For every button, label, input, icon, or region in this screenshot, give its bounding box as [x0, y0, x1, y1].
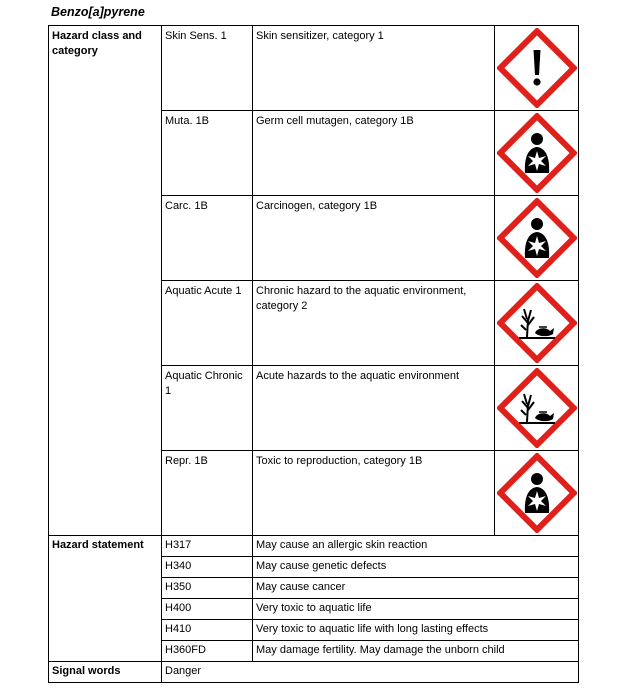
hazard-statement-code: H400 — [162, 599, 253, 620]
hazard-class-code: Aquatic Chronic 1 — [162, 366, 253, 451]
hazard-statement-row — [49, 536, 579, 557]
pictogram-cell — [495, 366, 579, 451]
hazard-class-code: Carc. 1B — [162, 196, 253, 281]
hazard-class-code: Muta. 1B — [162, 111, 253, 196]
document-title: Benzo[a]pyrene — [51, 5, 145, 19]
hazard-statement-text: May cause genetic defects — [253, 557, 579, 578]
hazard-class-description: Toxic to reproduction, category 1B — [253, 451, 495, 536]
pictogram-cell — [495, 281, 579, 366]
hazard-class-description: Chronic hazard to the aquatic environment, category 2 — [253, 281, 495, 366]
hazard-statement-code: H410 — [162, 620, 253, 641]
health-hazard-icon — [497, 198, 577, 278]
hazard-statement-text: Very toxic to aquatic life with long lasting effects — [253, 620, 579, 641]
hazard-statement-text: Very toxic to aquatic life — [253, 599, 579, 620]
hazard-class-code: Aquatic Acute 1 — [162, 281, 253, 366]
signal-words-label: Signal words — [49, 662, 162, 683]
classification-table — [48, 25, 579, 683]
hazard-statement-text: May cause cancer — [253, 578, 579, 599]
hazard-statement-code: H360FD — [162, 641, 253, 662]
pictogram-cell — [495, 26, 579, 111]
pictogram-cell — [495, 451, 579, 536]
exclamation-mark-icon — [497, 28, 577, 108]
hazard-statement-code: H317 — [162, 536, 253, 557]
hazard-class-label: Hazard class and category — [49, 26, 162, 536]
environment-icon — [497, 283, 577, 363]
hazard-class-description: Skin sensitizer, category 1 — [253, 26, 495, 111]
hazard-class-row — [49, 26, 579, 111]
hazard-statement-code: H340 — [162, 557, 253, 578]
hazard-class-description: Germ cell mutagen, category 1B — [253, 111, 495, 196]
health-hazard-icon — [497, 453, 577, 533]
signal-words-row — [49, 662, 579, 683]
environment-icon — [497, 368, 577, 448]
hazard-statement-text: May cause an allergic skin reaction — [253, 536, 579, 557]
hazard-class-description: Carcinogen, category 1B — [253, 196, 495, 281]
hazard-class-code: Repr. 1B — [162, 451, 253, 536]
pictogram-cell — [495, 111, 579, 196]
hazard-class-description: Acute hazards to the aquatic environment — [253, 366, 495, 451]
hazard-statement-code: H350 — [162, 578, 253, 599]
hazard-statement-label: Hazard statement — [49, 536, 162, 662]
hazard-statement-text: May damage fertility. May damage the unborn child — [253, 641, 579, 662]
health-hazard-icon — [497, 113, 577, 193]
signal-word-value: Danger — [162, 662, 579, 683]
pictogram-cell — [495, 196, 579, 281]
hazard-class-code: Skin Sens. 1 — [162, 26, 253, 111]
